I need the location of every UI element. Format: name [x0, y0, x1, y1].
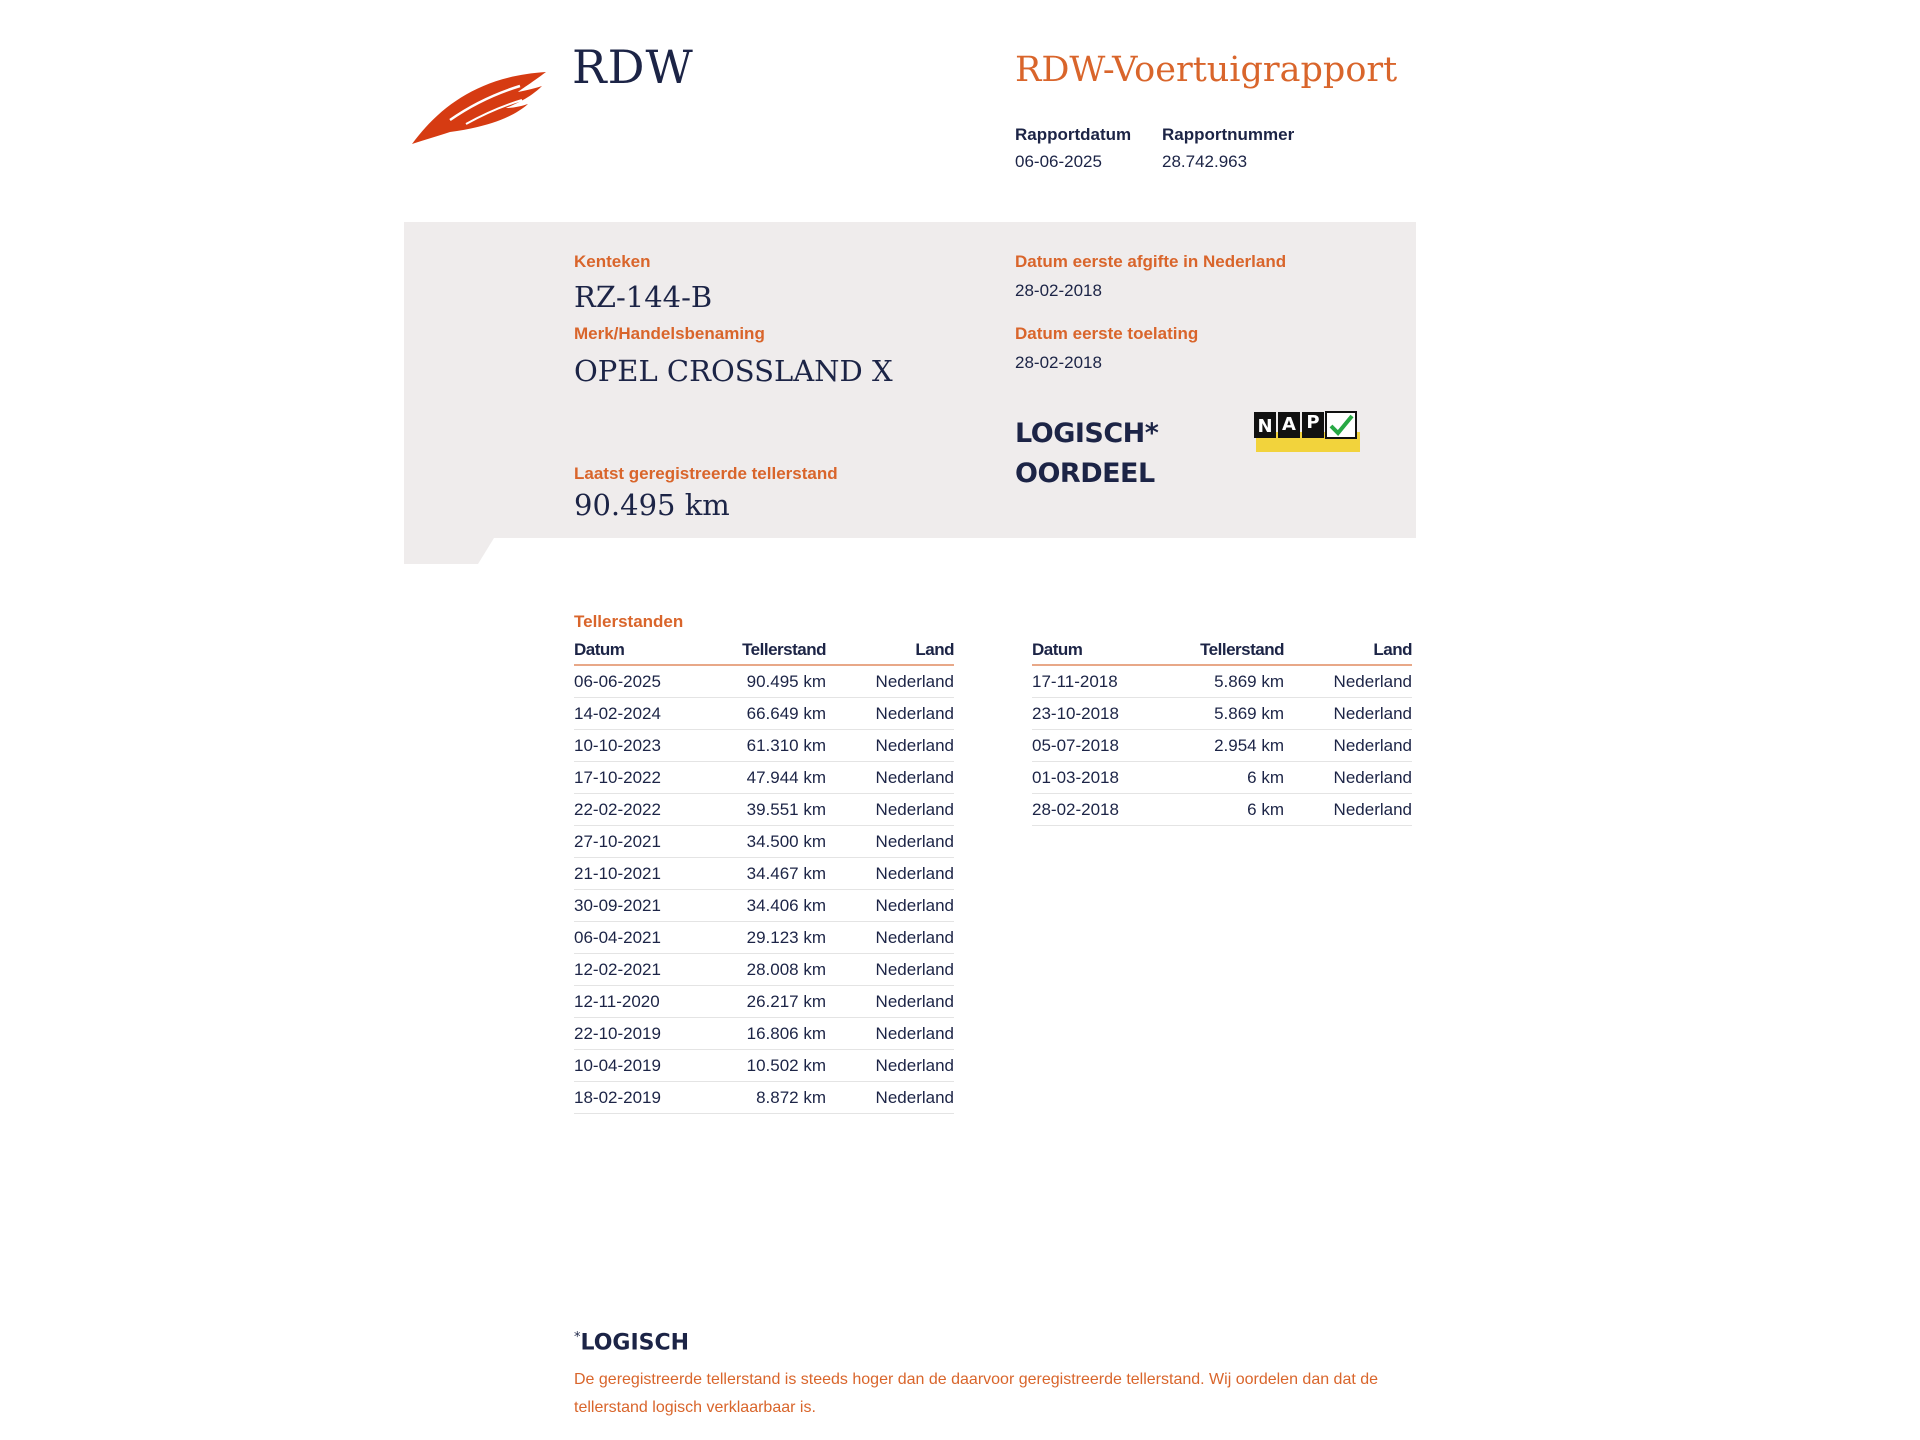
table-row — [574, 730, 954, 762]
table-row — [574, 665, 954, 698]
cell-datum: 30-09-2021 — [574, 890, 694, 922]
cell-tellerstand: 5.869 km — [1152, 665, 1284, 698]
nap-letter-n: N — [1257, 416, 1273, 437]
table-header-row — [574, 640, 954, 665]
table-row — [574, 890, 954, 922]
cell-datum: 17-10-2022 — [574, 762, 694, 794]
cell-land: Nederland — [826, 922, 954, 954]
cell-tellerstand: 29.123 km — [694, 922, 826, 954]
footnote-title — [574, 1330, 689, 1355]
cell-datum: 14-02-2024 — [574, 698, 694, 730]
cell-tellerstand: 34.500 km — [694, 826, 826, 858]
merk-label: Merk/Handelsbenaming — [574, 324, 765, 343]
nap-letter-a: A — [1282, 414, 1296, 435]
table-row — [574, 698, 954, 730]
cell-tellerstand: 26.217 km — [694, 986, 826, 1018]
cell-datum: 28-02-2018 — [1032, 794, 1152, 826]
cell-datum: 17-11-2018 — [1032, 665, 1152, 698]
eerste-afgifte-label: Datum eerste afgifte in Nederland — [1015, 252, 1287, 271]
eerste-afgifte-value: 28-02-2018 — [1015, 281, 1102, 300]
cell-tellerstand: 28.008 km — [694, 954, 826, 986]
cell-datum: 12-11-2020 — [574, 986, 694, 1018]
cell-datum: 18-02-2019 — [574, 1082, 694, 1114]
footnote-star: * — [574, 1330, 581, 1345]
table-row — [574, 1050, 954, 1082]
table-row — [574, 858, 954, 890]
cell-tellerstand: 5.869 km — [1152, 698, 1284, 730]
cell-tellerstand: 39.551 km — [694, 794, 826, 826]
merk-value: OPEL CROSSLAND X — [574, 354, 893, 388]
column-header-land: Land — [1284, 640, 1412, 665]
cell-tellerstand: 6 km — [1152, 794, 1284, 826]
table-row — [574, 794, 954, 826]
column-header-tellerstand: Tellerstand — [694, 640, 826, 665]
nap-check-icon — [1252, 410, 1362, 454]
cell-land: Nederland — [826, 954, 954, 986]
column-header-tellerstand: Tellerstand — [1152, 640, 1284, 665]
table-row — [574, 986, 954, 1018]
cell-land: Nederland — [1284, 698, 1412, 730]
table-row — [1032, 730, 1412, 762]
column-header-datum: Datum — [574, 640, 694, 665]
footnote-text: De geregistreerde tellerstand is steeds hoger dan de daarvoor geregistreerde tellerstand. Wij oordelen dan dat de tellerstand logisch verklaarbaar is. — [574, 1371, 1379, 1416]
cell-land: Nederland — [826, 1082, 954, 1114]
cell-tellerstand: 34.467 km — [694, 858, 826, 890]
rdw-logo-icon — [410, 66, 550, 146]
cell-tellerstand: 6 km — [1152, 762, 1284, 794]
cell-tellerstand: 2.954 km — [1152, 730, 1284, 762]
cell-datum: 27-10-2021 — [574, 826, 694, 858]
cell-land: Nederland — [1284, 762, 1412, 794]
table-row — [1032, 698, 1412, 730]
cell-land: Nederland — [826, 826, 954, 858]
cell-datum: 10-04-2019 — [574, 1050, 694, 1082]
kenteken-label: Kenteken — [574, 252, 651, 271]
cell-land: Nederland — [826, 665, 954, 698]
tellerstanden-table-right — [1032, 640, 1412, 826]
cell-land: Nederland — [826, 698, 954, 730]
cell-land: Nederland — [826, 794, 954, 826]
oordeel-label: OORDEEL — [1015, 458, 1155, 489]
cell-datum: 23-10-2018 — [1032, 698, 1152, 730]
cell-datum: 06-04-2021 — [574, 922, 694, 954]
cell-tellerstand: 90.495 km — [694, 665, 826, 698]
table-header-row — [1032, 640, 1412, 665]
cell-datum: 22-10-2019 — [574, 1018, 694, 1050]
column-header-land: Land — [826, 640, 954, 665]
oordeel-logisch: LOGISCH* — [1015, 418, 1159, 449]
cell-tellerstand: 66.649 km — [694, 698, 826, 730]
table-row — [574, 826, 954, 858]
cell-tellerstand: 8.872 km — [694, 1082, 826, 1114]
rapportnummer-label: Rapportnummer — [1162, 125, 1295, 144]
cell-land: Nederland — [826, 986, 954, 1018]
cell-land: Nederland — [1284, 730, 1412, 762]
rapportdatum-label: Rapportdatum — [1015, 125, 1132, 144]
cell-tellerstand: 10.502 km — [694, 1050, 826, 1082]
cell-datum: 01-03-2018 — [1032, 762, 1152, 794]
cell-land: Nederland — [826, 890, 954, 922]
cell-datum: 10-10-2023 — [574, 730, 694, 762]
cell-land: Nederland — [826, 1050, 954, 1082]
table-row — [1032, 794, 1412, 826]
cell-tellerstand: 61.310 km — [694, 730, 826, 762]
rapportnummer-value: 28.742.963 — [1162, 152, 1248, 171]
cell-datum: 05-07-2018 — [1032, 730, 1152, 762]
eerste-toelating-value: 28-02-2018 — [1015, 353, 1102, 372]
nap-letter-p: P — [1306, 412, 1320, 433]
laatste-tellerstand-label: Laatst geregistreerde tellerstand — [574, 464, 838, 483]
cell-land: Nederland — [826, 858, 954, 890]
report-title: RDW-Voertuigrapport — [1015, 50, 1398, 90]
cell-datum: 06-06-2025 — [574, 665, 694, 698]
laatste-tellerstand-value: 90.495 km — [574, 488, 730, 522]
card-notch-shape — [404, 538, 494, 564]
eerste-toelating-label: Datum eerste toelating — [1015, 324, 1199, 343]
cell-land: Nederland — [826, 1018, 954, 1050]
cell-tellerstand: 47.944 km — [694, 762, 826, 794]
cell-tellerstand: 34.406 km — [694, 890, 826, 922]
table-row — [1032, 762, 1412, 794]
cell-datum: 12-02-2021 — [574, 954, 694, 986]
kenteken-value: RZ-144-B — [574, 280, 713, 314]
footnote-title-text: LOGISCH — [580, 1330, 690, 1356]
table-row — [574, 1018, 954, 1050]
cell-tellerstand: 16.806 km — [694, 1018, 826, 1050]
cell-land: Nederland — [826, 730, 954, 762]
cell-land: Nederland — [826, 762, 954, 794]
cell-land: Nederland — [1284, 665, 1412, 698]
cell-land: Nederland — [1284, 794, 1412, 826]
brand-name: RDW — [572, 40, 694, 94]
tellerstanden-title: Tellerstanden — [574, 612, 684, 631]
table-row — [574, 922, 954, 954]
table-row — [1032, 665, 1412, 698]
column-header-datum: Datum — [1032, 640, 1152, 665]
cell-datum: 22-02-2022 — [574, 794, 694, 826]
table-row — [574, 1082, 954, 1114]
table-row — [574, 954, 954, 986]
tellerstanden-table-left — [574, 640, 954, 1114]
rapportdatum-value: 06-06-2025 — [1015, 152, 1102, 171]
table-row — [574, 762, 954, 794]
cell-datum: 21-10-2021 — [574, 858, 694, 890]
